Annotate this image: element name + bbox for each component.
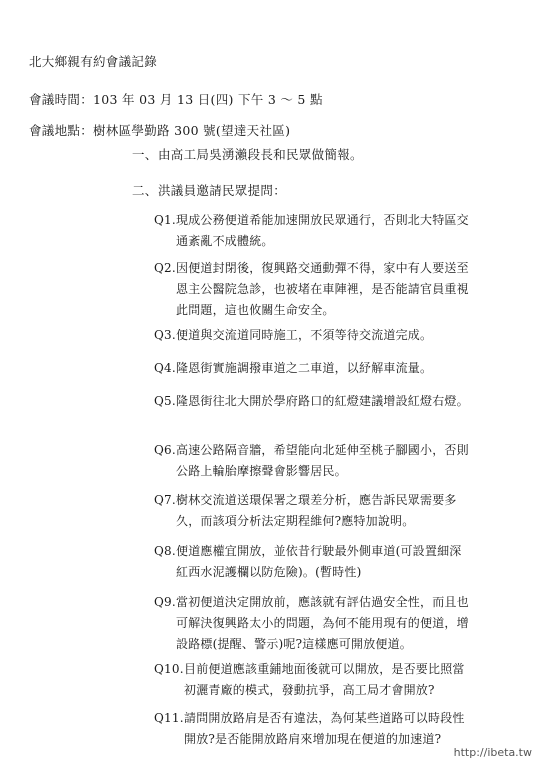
question-text: 隆恩街往北大開於學府路口的紅燈建議增設紅燈右燈。 — [176, 394, 469, 408]
question-number: Q1. — [154, 213, 176, 227]
question-text: 目前便道應該重鋪地面後就可以開放，是否要比照當初灑青廠的模式，發動抗爭，高工局才會開放? — [184, 662, 465, 697]
question-number: Q8. — [154, 544, 176, 558]
question-text: 便道與交流道同時施工，不須等待交流道完成。 — [176, 328, 433, 342]
section-2-text: 洪議員邀請民眾提問： — [158, 183, 287, 198]
section-2-marker: 二、 — [132, 183, 158, 198]
question-text: 便道應權宜開放，並依昔行駛最外側車道(可設置細深紅西水泥護欄以防危險)。(暫時性) — [176, 544, 462, 579]
question-number: Q7. — [154, 493, 176, 507]
question-number: Q9. — [154, 595, 176, 609]
meeting-place: 會議地點：樹林區學勤路 300 號(望達天社區) — [29, 123, 291, 138]
question-number: Q5. — [154, 394, 176, 408]
question-number: Q11. — [154, 711, 184, 725]
question-text: 請問開放路肩是否有違法，為何某些道路可以時段性開放?是否能開放路肩來增加現在便道的加速道? — [184, 711, 465, 746]
meeting-time: 會議時間：103 年 03 月 13 日(四) 下午 3 ～ 5 點 — [29, 92, 323, 107]
question-text: 現成公務便道希能加速開放民眾通行，否則北大特區交通紊亂不成體統。 — [176, 213, 469, 248]
question-number: Q6. — [154, 443, 176, 457]
question-text: 樹林交流道送環保署之環差分析，應告訴民眾需要多久，而該項分析法定期程維何?應特加說明。 — [176, 493, 457, 528]
question-text: 隆恩街實施調撥車道之二車道，以紓解車流量。 — [176, 361, 433, 375]
question-number: Q3. — [154, 328, 176, 342]
section-1-text: 由高工局吳湧瀨段長和民眾做簡報。 — [158, 147, 363, 162]
question-number: Q2. — [154, 261, 176, 275]
question-text: 因便道封閉後，復興路交通動彈不得，家中有人要送至恩主公醫院急診，也被堵在車陣裡，是否能請官員重視此問題，這也攸關生命安全。 — [176, 261, 469, 317]
question-text: 高速公路隔音牆，希望能向北延伸至桃子腳國小，否則公路上輪胎摩擦聲會影響居民。 — [176, 443, 469, 478]
document-title: 北大鄉親有約會議記錄 — [29, 54, 158, 69]
section-1-marker: 一、 — [132, 147, 158, 162]
question-text: 當初便道決定開放前，應該就有評估過安全性，而且也可解決復興路太小的問題，為何不能用現有的便道，增設路標(提醒、警示)呢?這樣應可開放便道。 — [176, 595, 469, 651]
question-number: Q10. — [154, 662, 184, 676]
site-watermark: http://ibeta.tw — [451, 745, 535, 760]
question-number: Q4. — [154, 361, 176, 375]
